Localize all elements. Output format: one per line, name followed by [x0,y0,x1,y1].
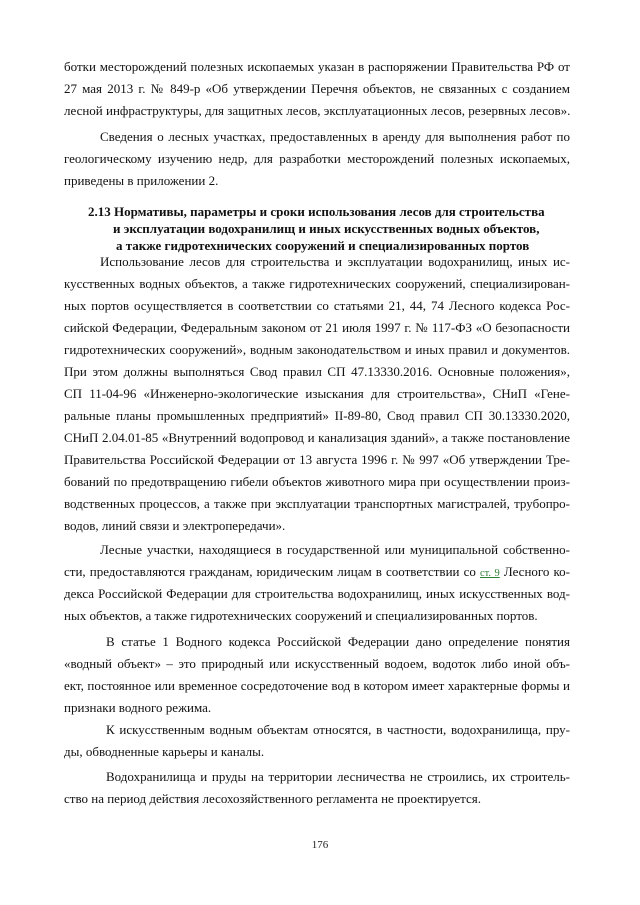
heading-line: а также гидротехнических сооружений и специализированных портов [116,238,530,253]
text-line: декса Российской Федерации для строительства водохранилищ, иных искусственных вод- [64,586,570,601]
text-line: Лесные участки, находящиеся в государственной или муниципальной собственно- [100,542,570,557]
article-9-link[interactable]: ст. 9 [479,568,500,579]
text-line: ных объектов, а также гидротехнических сооружений и специализированных портов. [64,608,538,623]
text-line: ект, постоянное или временное сосредоточение вод в котором имеет характерные формы и [64,678,570,693]
text-line: Сведения о лесных участках, предоставленных в аренду для выполнения работ по [100,129,570,144]
text-line: К искусственным водным объектам относятся, в частности, водохранилища, пру- [106,722,570,737]
text-line: ральные планы промышленных предприятий» II-89-80, Свод правил СП 30.13330.2020, [64,408,570,423]
text-segment: сти, предоставляются гражданам, юридическим лицам в соответствии со [64,564,480,579]
text-line: лесной инфраструктуры, для защитных лесов, эксплуатационных лесов, резервных лесов». [64,103,570,118]
heading-line: 2.13 Нормативы, параметры и сроки использования лесов для строительства [88,204,545,219]
text-line: кусственных водных объектов, а также гидротехнических сооружений, специализирован- [64,276,570,291]
text-segment: Лесного ко- [499,564,570,579]
text-line: ды, обводненные карьеры и каналы. [64,744,265,759]
heading-line: и эксплуатации водохранилищ и иных искусственных водных объектов, [113,221,540,236]
text-line: водственных процессов, а также при эксплуатации транспортных магистралей, трубопро- [64,496,570,511]
text-line: СП 11-04-96 «Инженерно-экологические изыскания для строительства», СНиП «Гене- [64,386,570,401]
text-line: бований по предотвращению гибели объектов животного мира при осуществлении произ- [64,474,570,489]
text-line: СНиП 2.04.01-85 «Внутренний водопровод и канализация зданий», а также постановление [64,430,570,445]
text-line: ных портов осуществляется в соответствии со статьями 21, 44, 74 Лесного кодекса Рос- [64,298,570,313]
text-line: В статье 1 Водного кодекса Российской Федерации дано определение понятия [106,634,570,649]
text-line: признаки водного режима. [64,700,212,715]
text-line: Правительства Российской Федерации от 13 августа 1996 г. № 997 «Об утверждении Тре- [64,452,570,467]
text-line: сийской Федерации, Федеральным законом от 21 июля 1997 г. № 117-ФЗ «О безопасности [64,320,570,335]
text-line: гидротехнических сооружений», водным законодательством и иных правил и документов. [64,342,570,357]
text-line: приведены в приложении 2. [64,173,219,188]
text-line [64,562,570,582]
text-line: ство на период действия лесохозяйственного регламента не проектируется. [64,791,482,806]
text-line: геологическому изучению недр, для разработки месторождений полезных ископаемых, [64,151,570,166]
text-line: 27 мая 2013 г. № 849-р «Об утверждении Перечня объектов, не связанных с созданием [64,81,570,96]
text-line: При этом должны выполняться Свод правил СП 47.13330.2016. Основные положения», [64,364,570,379]
text-line: «водный объект» – это природный или искусственный водоем, водоток либо иной объ- [64,656,570,671]
text-line: Водохранилища и пруды на территории лесничества не строились, их строитель- [106,769,570,784]
page-number: 176 [311,839,329,851]
text-line: ботки месторождений полезных ископаемых указан в распоряжении Правительства РФ от [64,59,570,74]
text-line: водов, линий связи и электропередачи». [64,518,286,533]
text-line: Использование лесов для строительства и эксплуатации водохранилищ, иных ис- [100,254,570,269]
